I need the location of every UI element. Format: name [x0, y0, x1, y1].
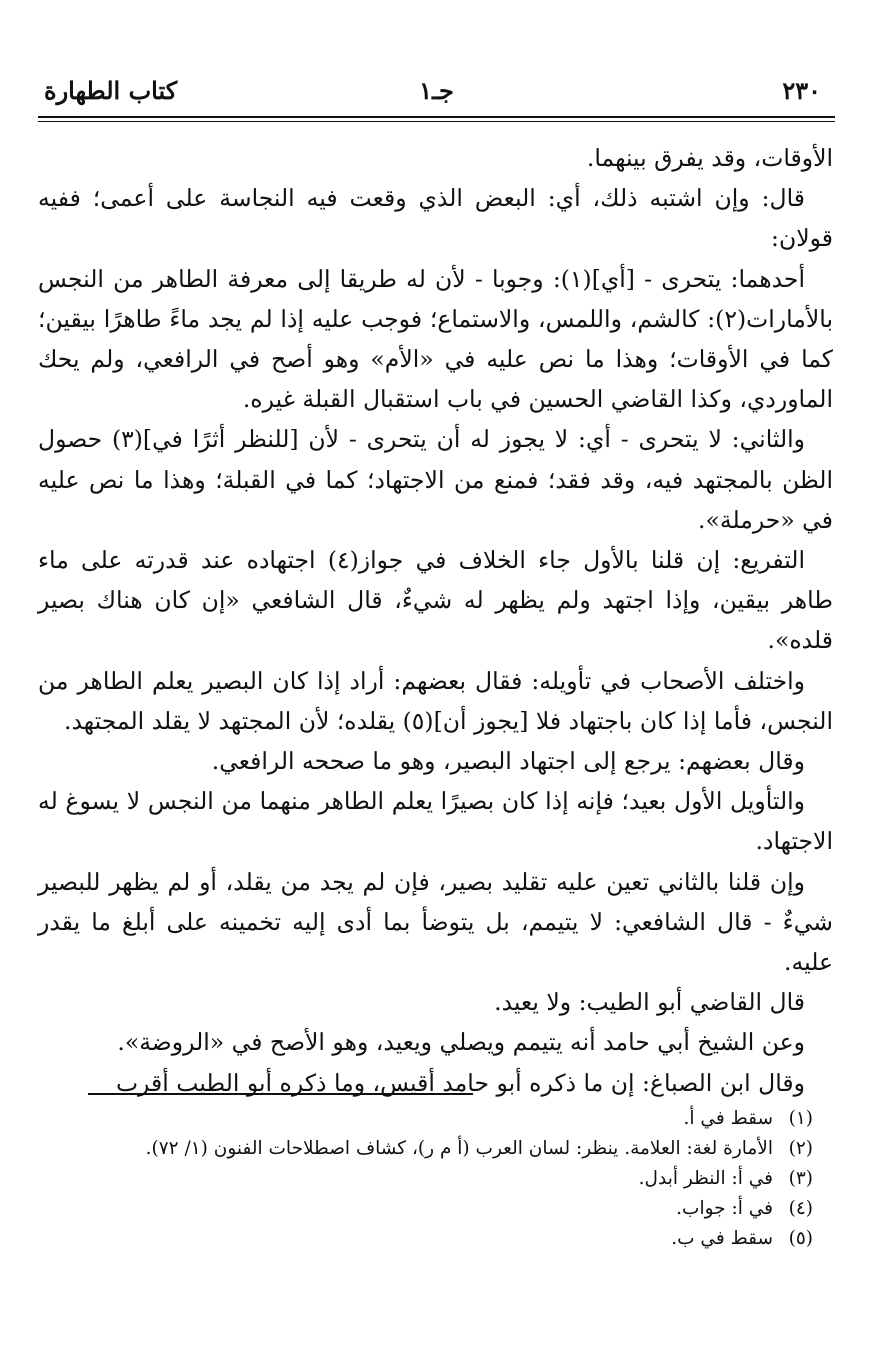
paragraph: وعن الشيخ أبي حامد أنه يتيمم ويصلي ويعيد، وهو الأصح في «الروضة».	[117, 1028, 805, 1057]
footnote	[40, 1134, 813, 1164]
paragraph: وقال ابن الصباغ: إن ما ذكره أبو حامد أقيس، وما ذكره أبو الطيب أقرب	[115, 1068, 805, 1097]
paragraph: وقال بعضهم: يرجع إلى اجتهاد البصير، وهو ما صححه الرافعي.	[211, 747, 805, 776]
footnote-text: في أ: النظر أبدل.	[638, 1168, 773, 1189]
paragraph: واختلف الأصحاب في تأويله: فقال بعضهم: أراد إذا كان البصير يعلم الطاهر من النجس، فأما إذا كان باجتهاد فلا [يجوز أن](٥) يقلده؛ لأن المجتهد لا يقلد المجتهد.	[38, 666, 833, 735]
footnote-number: (٥)	[788, 1228, 813, 1249]
page-number: ٢٣٠	[782, 76, 821, 105]
footnote-text: الأمارة لغة: العلامة. ينظر: لسان العرب (أ م ر)، كشاف اصطلاحات الفنون (١/ ٧٢).	[145, 1138, 773, 1159]
paragraph: قال: وإن اشتبه ذلك، أي: البعض الذي وقعت فيه النجاسة على أعمى؛ ففيه قولان:	[38, 184, 833, 253]
footnote-number: (٢)	[788, 1138, 813, 1159]
book-title: كتاب الطهارة	[44, 76, 178, 105]
footnotes	[40, 1104, 813, 1254]
paragraph: وإن قلنا بالثاني تعين عليه تقليد بصير، فإن لم يجد من يقلد، أو لم يظهر للبصير شيءٌ - قال الشافعي: لا يتيمم، بل يتوضأ بما أدى إليه تخمينه على أبلغ ما يقدر عليه.	[38, 867, 833, 977]
footnote-text: في أ: جواب.	[676, 1198, 773, 1219]
volume-label: جـ١	[419, 76, 454, 105]
footnote	[40, 1104, 813, 1134]
footnote	[40, 1224, 813, 1254]
header-rule-thin	[38, 121, 835, 122]
paragraph: قال القاضي أبو الطيب: ولا يعيد.	[494, 988, 805, 1017]
paragraph: والثاني: لا يتحرى - أي: لا يجوز له أن يتحرى - لأن [للنظر أثرًا في](٣) حصول الظن بالمجتهد فيه، وقد فقد؛ فمنع من الاجتهاد؛ كما في القبلة؛ وهذا ما نص عليه في «حرملة».	[38, 425, 833, 534]
header-rule-thick	[38, 116, 835, 118]
footnote	[40, 1194, 813, 1224]
footnote-number: (٣)	[788, 1168, 813, 1189]
footnote-text: سقط في أ.	[683, 1108, 773, 1129]
main-text	[38, 138, 833, 1103]
paragraph: والتأويل الأول بعيد؛ فإنه إذا كان بصيرًا يعلم الطاهر منهما من النجس لا يسوغ له الاجتهاد.	[38, 787, 833, 856]
paragraph: أحدهما: يتحرى - [أي](١): وجوبا - لأن له طريقا إلى معرفة الطاهر من النجس بالأمارات(٢): كالشم، واللمس، والاستماع؛ فوجب عليه إذا لم يجد ماءً طاهرًا بيقين؛ كما في الأوقات؛ وهذا ما نص عليه في «الأم» وهو أصح في الرافعي، ولم يحك الماوردي، وكذا القاضي الحسين في باب استقبال القبلة غيره.	[38, 264, 833, 414]
paragraph: الأوقات، وقد يفرق بينهما.	[586, 144, 833, 172]
footnote-number: (١)	[788, 1108, 813, 1129]
footnote-number: (٤)	[788, 1198, 813, 1219]
footnote-text: سقط في ب.	[671, 1228, 773, 1249]
footnote	[40, 1164, 813, 1194]
footnote-separator	[88, 1093, 473, 1095]
paragraph: التفريع: إن قلنا بالأول جاء الخلاف في جواز(٤) اجتهاده عند قدرته على ماء طاهر بيقين، وإذا اجتهد ولم يظهر له شيءٌ، قال الشافعي «إن كان هناك بصير قلده».	[38, 546, 833, 655]
page-header	[40, 72, 833, 112]
